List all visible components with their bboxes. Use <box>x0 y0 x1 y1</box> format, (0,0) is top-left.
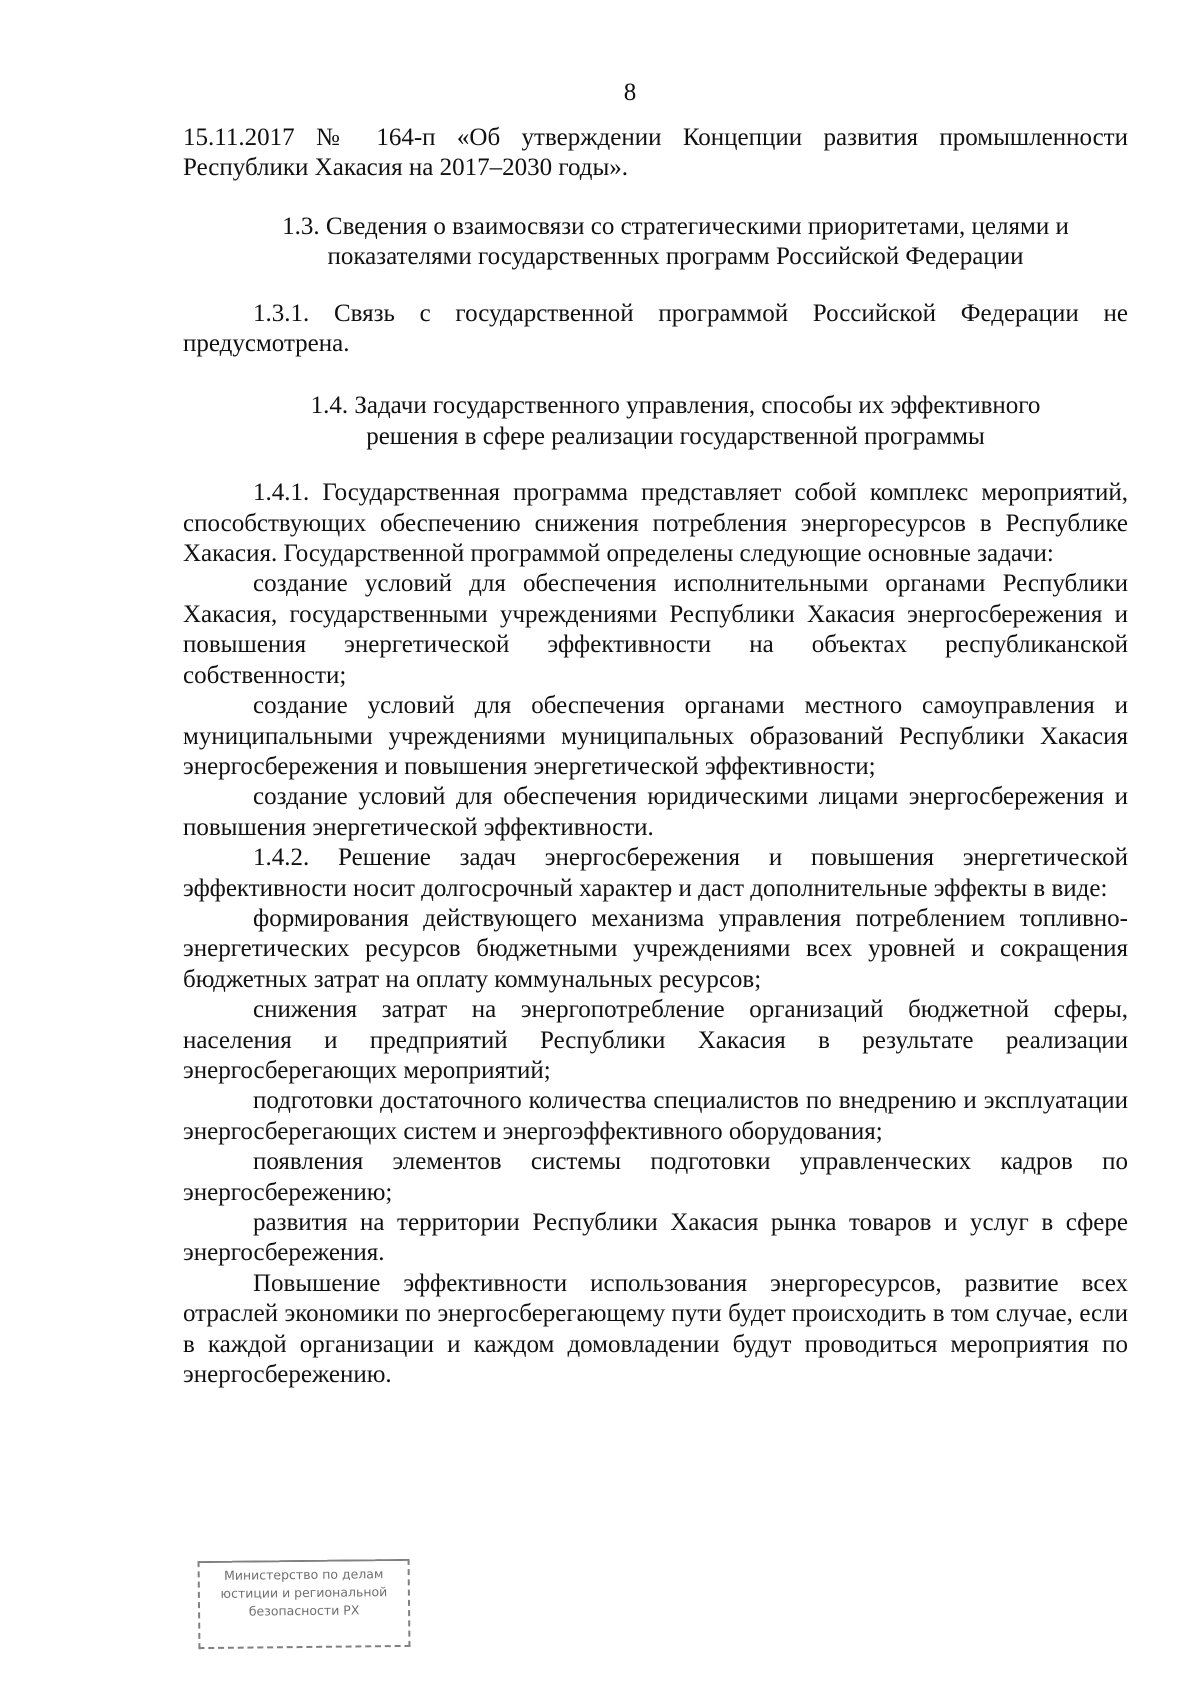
effect-item-1: формирования действующего механизма управления потреблением топливно-энергетических ресурсов бюджетными учреждениями всех уровней и сокращения бюджетных затрат на оплату коммунальных ресурсов; <box>183 904 1128 993</box>
task-item-3: создание условий для обеспечения юридическими лицами энергосбережения и повышения энергетической эффективности. <box>183 783 1128 841</box>
section-heading-1-4-line-2: решения в сфере реализации государственной программы <box>366 422 985 450</box>
section-heading-1-4-line-1: 1.4. Задачи государственного управления, способы их эффективного <box>310 392 1041 420</box>
page-number: 8 <box>623 79 637 106</box>
section-heading-1-3-line-2: показателями государственных программ Российской Федерации <box>327 243 1024 271</box>
paragraph-1-4-2: 1.4.2. Решение задач энергосбережения и повышения энергетической эффективности носит долгосрочный характер и даст дополнительные эффекты в виде: <box>183 844 1128 902</box>
task-item-2: создание условий для обеспечения органами местного самоуправления и муниципальными учреждениями муниципальных образований Республики Хакасия энергосбережения и повышения энергетической эффективности; <box>183 692 1128 780</box>
stamp-line-2: юстиции и региональной <box>220 1584 388 1601</box>
effect-item-5: развития на территории Республики Хакасия рынка товаров и услуг в сфере энергосбережения. <box>183 1209 1128 1267</box>
document-body <box>183 123 1128 1390</box>
effect-item-4: появления элементов системы подготовки управленческих кадров по энергосбережению; <box>183 1148 1128 1206</box>
section-heading-1-3-line-1: 1.3. Сведения о взаимосвязи со стратегическими приоритетами, целями и <box>282 212 1069 240</box>
stamp-line-3: безопасности РХ <box>248 1602 360 1619</box>
effect-item-2: снижения затрат на энергопотребление организаций бюджетной сферы, населения и предприятий Республики Хакасия в результате реализации энергосберегающих мероприятий; <box>183 996 1128 1084</box>
paragraph-continued: 15.11.2017 № 164-п «Об утверждении Концепции развития промышленности Республики Хакасия на 2017–2030 годы». <box>183 124 1128 182</box>
registration-stamp <box>198 1559 411 1649</box>
paragraph-1-3-1: 1.3.1. Связь с государственной программой Российской Федерации не предусмотрена. <box>183 299 1128 358</box>
paragraph-1-4-1: 1.4.1. Государственная программа представляет собой комплекс мероприятий, способствующих обеспечению снижения потребления энергоресурсов в Республике Хакасия. Государственной программой определены следующие основные задачи: <box>183 479 1128 568</box>
stamp-line-1: Министерство по делам <box>223 1566 384 1583</box>
effect-item-3: подготовки достаточного количества специалистов по внедрению и эксплуатации энергосберегающих систем и энергоэффективного оборудования; <box>183 1087 1128 1145</box>
task-item-1: создание условий для обеспечения исполнительными органами Республики Хакасия, государственными учреждениями Республики Хакасия энергосбережения и повышения энергетической эффективности на объектах республиканской собственности; <box>183 570 1128 689</box>
paragraph-final: Повышение эффективности использования энергоресурсов, развитие всех отраслей экономики по энергосберегающему пути будет происходить в том случае, если в каждой организации и каждом домовладении будут проводиться мероприятия по энергосбережению. <box>183 1269 1128 1389</box>
